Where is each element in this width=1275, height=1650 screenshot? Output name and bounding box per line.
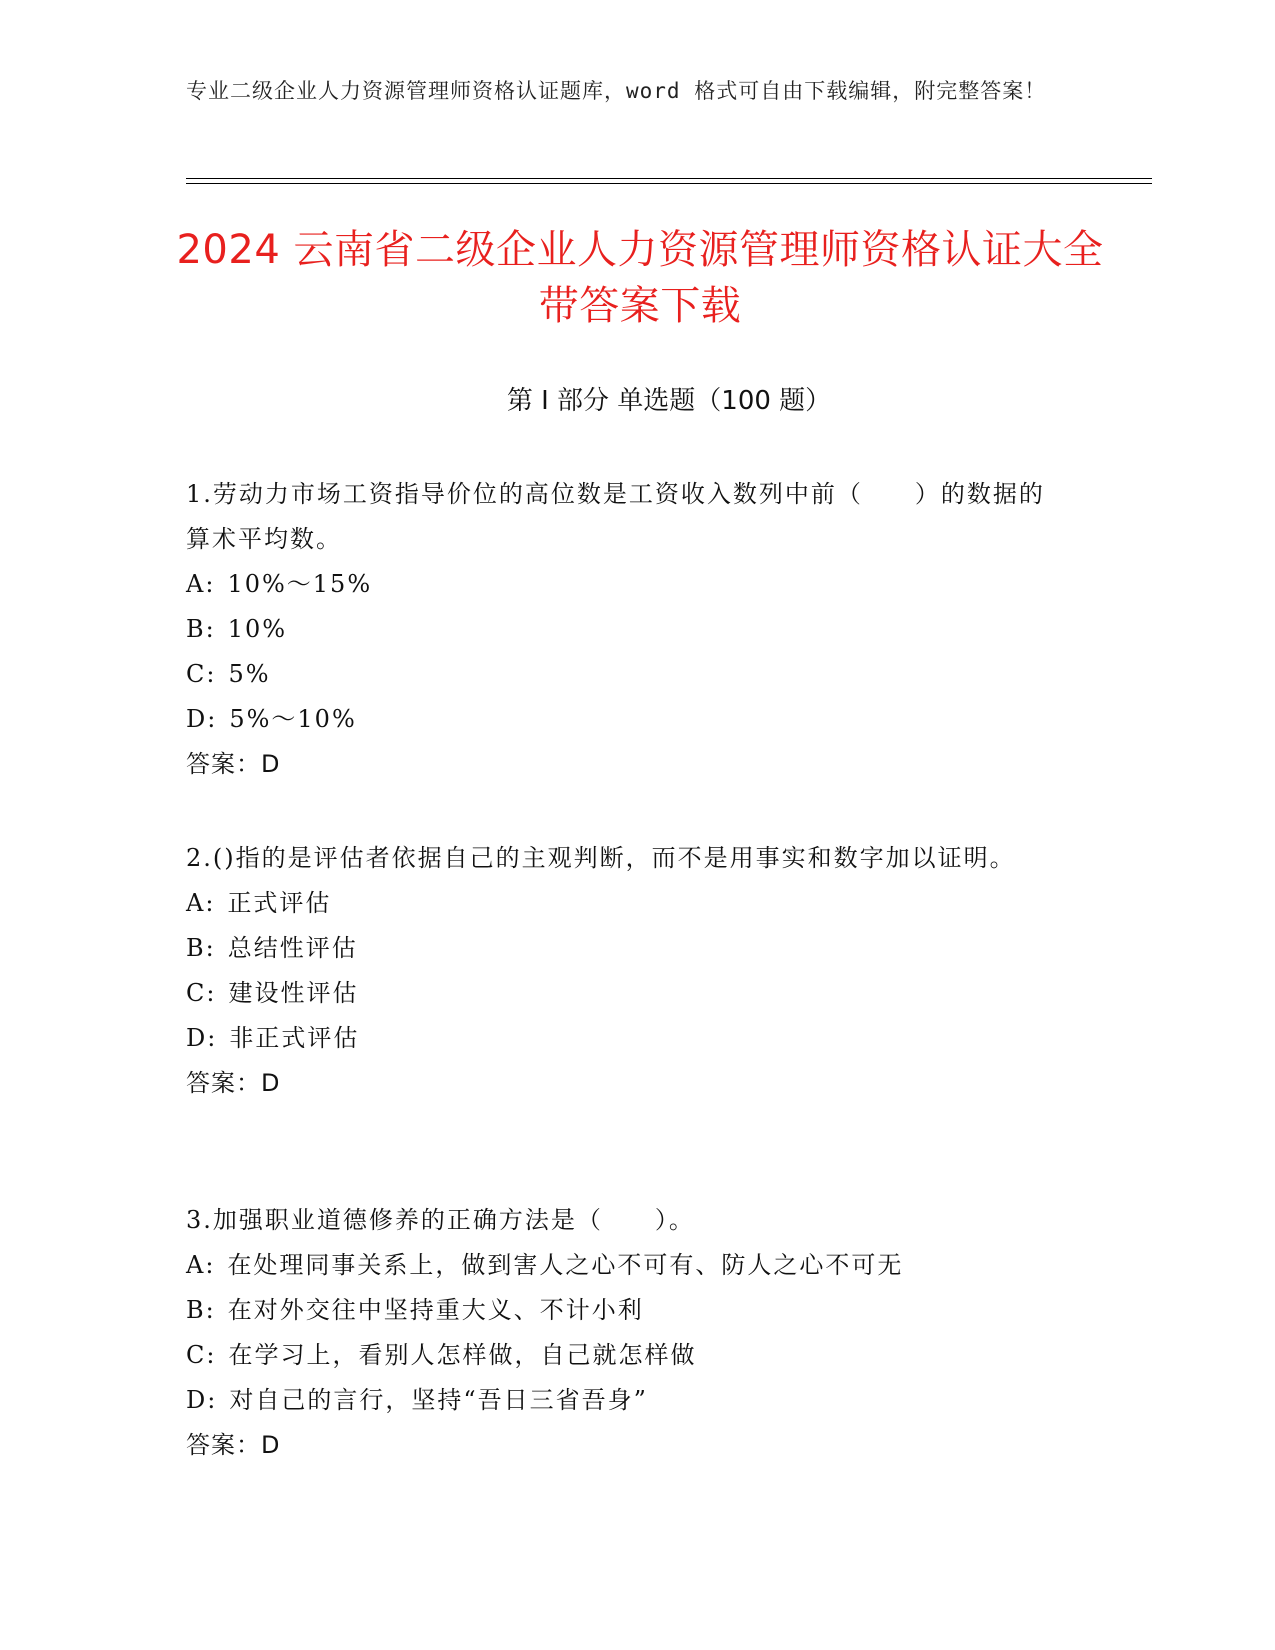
option-text: 建设性评估 <box>228 979 359 1007</box>
option-letter: A <box>186 889 206 917</box>
option-separator: : <box>205 615 216 643</box>
answer-line: 答案：D <box>186 1431 281 1459</box>
option-separator: : <box>205 570 216 598</box>
option-text: 非正式评估 <box>229 1024 360 1052</box>
option-letter: D <box>186 705 208 733</box>
option-c <box>186 1333 1066 1378</box>
question-2 <box>186 836 1066 1106</box>
option-c <box>186 652 1066 697</box>
question-3 <box>186 1198 1066 1468</box>
option-a <box>186 1243 1066 1288</box>
option-d <box>186 1016 1066 1061</box>
question-stem: 2.()指的是评估者依据自己的主观判断，而不是用事实和数字加以证明。 <box>186 844 1016 872</box>
question-stem: 1.劳动力市场工资指导价位的高位数是工资收入数列中前（ ）的数据的算术平均数。 <box>186 480 1045 553</box>
option-separator: : <box>207 705 218 733</box>
option-separator: : <box>207 1024 218 1052</box>
option-text: 5% <box>228 660 271 688</box>
option-b <box>186 607 1066 652</box>
answer-line: 答案：D <box>186 750 281 778</box>
option-d <box>186 697 1066 742</box>
option-a <box>186 562 1066 607</box>
option-separator: : <box>206 660 217 688</box>
document-title: 2024 云南省二级企业人力资源管理师资格认证大全带答案下载 <box>176 227 1104 329</box>
option-separator: : <box>205 1251 216 1279</box>
option-text: 10% <box>227 615 288 643</box>
option-d <box>186 1378 1066 1423</box>
option-separator: : <box>205 889 216 917</box>
option-text: 在对外交往中坚持重大义、不计小利 <box>227 1296 644 1324</box>
option-b <box>186 926 1066 971</box>
header-note: 专业二级企业人力资源管理师资格认证题库，word 格式可自由下载编辑，附完整答案！ <box>186 79 1047 103</box>
option-text: 对自己的言行，坚持“吾日三省吾身” <box>229 1386 648 1414</box>
option-separator: : <box>206 1341 217 1369</box>
option-letter: C <box>186 660 207 688</box>
option-letter: D <box>186 1024 208 1052</box>
option-separator: : <box>205 1296 216 1324</box>
option-c <box>186 971 1066 1016</box>
option-letter: B <box>186 1296 206 1324</box>
option-letter: A <box>186 570 206 598</box>
question-stem: 3.加强职业道德修养的正确方法是（ ）。 <box>186 1206 695 1234</box>
option-b <box>186 1288 1066 1333</box>
option-letter: C <box>186 1341 207 1369</box>
option-separator: : <box>205 934 216 962</box>
header-rule-top <box>186 178 1152 179</box>
option-text: 5%～10% <box>229 705 357 733</box>
option-text: 10%～15% <box>227 570 373 598</box>
question-1 <box>186 472 1066 787</box>
option-text: 正式评估 <box>227 889 332 917</box>
option-text: 在学习上，看别人怎样做，自己就怎样做 <box>228 1341 697 1369</box>
section-title: 第 I 部分 单选题（100 题） <box>506 386 832 416</box>
option-text: 总结性评估 <box>227 934 358 962</box>
option-letter: D <box>186 1386 208 1414</box>
option-letter: A <box>186 1251 206 1279</box>
option-a <box>186 881 1066 926</box>
option-letter: B <box>186 615 206 643</box>
answer-line: 答案：D <box>186 1069 281 1097</box>
header-rule-bottom <box>186 183 1152 184</box>
option-text: 在处理同事关系上，做到害人之心不可有、防人之心不可无 <box>227 1251 904 1279</box>
option-separator: : <box>206 979 217 1007</box>
option-separator: : <box>207 1386 218 1414</box>
option-letter: B <box>186 934 206 962</box>
option-letter: C <box>186 979 207 1007</box>
